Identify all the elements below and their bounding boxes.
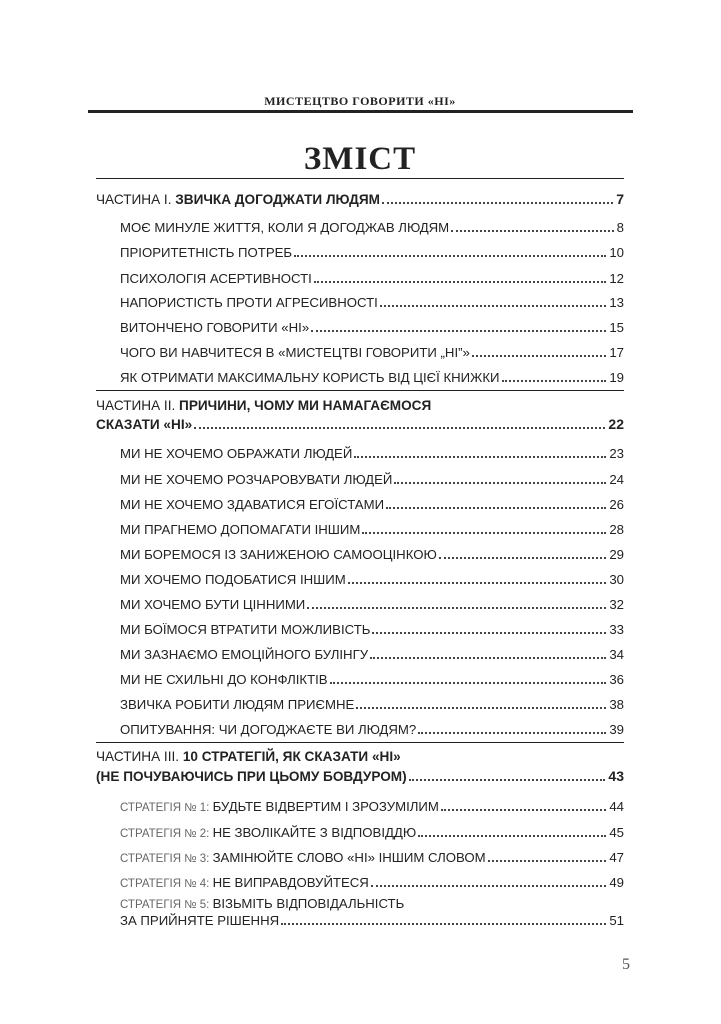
toc-entry[interactable] xyxy=(120,492,624,512)
toc-page-number: 28 xyxy=(609,522,624,537)
toc-part-entry[interactable] xyxy=(96,410,624,432)
toc-entry-title: ПРІОРИТЕТНІСТЬ ПОТРЕБ xyxy=(120,245,293,260)
toc-page-number: 19 xyxy=(609,370,624,385)
dot-leader xyxy=(451,229,614,232)
running-header: МИСТЕЦТВО ГОВОРИТИ «НІ» xyxy=(264,94,456,108)
toc-entry-title: МИ НЕ СХИЛЬНІ ДО КОНФЛІКТІВ xyxy=(120,672,328,687)
toc-entry-title: МИ ПРАГНЕМО ДОПОМАГАТИ ІНШИМ xyxy=(120,522,361,537)
toc-part-rule xyxy=(96,742,624,743)
toc-page-number: 38 xyxy=(609,697,624,712)
toc-page-number: 29 xyxy=(609,547,624,562)
toc-entry[interactable] xyxy=(120,517,624,537)
dot-leader xyxy=(362,531,606,534)
toc-page-number: 47 xyxy=(609,850,624,865)
dot-leader xyxy=(314,280,607,283)
toc-page-number: 43 xyxy=(608,768,624,784)
toc-part-rule xyxy=(96,178,624,179)
toc-page-number: 22 xyxy=(608,416,624,432)
toc-entry[interactable] xyxy=(120,315,624,335)
dot-leader xyxy=(386,506,606,509)
toc-entry-title: ЯК ОТРИМАТИ МАКСИМАЛЬНУ КОРИСТЬ ВІД ЦІЄЇ КНИЖКИ xyxy=(120,370,500,385)
toc-page-number: 12 xyxy=(609,271,624,286)
toc-entry-title: ПСИХОЛОГІЯ АСЕРТИВНОСТІ xyxy=(120,271,312,286)
dot-leader xyxy=(380,304,607,307)
toc-page-number: 7 xyxy=(616,191,624,207)
toc-entry-title: ЗВИЧКА РОБИТИ ЛЮДЯМ ПРИЄМНЕ xyxy=(120,697,355,712)
toc-part-label-line1: ЧАСТИНА II. ПРИЧИНИ, ЧОМУ МИ НАМАГАЄМОСЯ xyxy=(96,398,432,413)
toc-entry[interactable] xyxy=(120,542,624,562)
toc-entry-title: ЧОГО ВИ НАВЧИТЕСЯ В «МИСТЕЦТВІ ГОВОРИТИ „НІ”» xyxy=(120,345,470,360)
dot-leader xyxy=(348,581,607,584)
toc-part-rule xyxy=(96,390,624,391)
strategy-number: СТРАТЕГІЯ № 5: xyxy=(120,899,213,911)
toc-entry[interactable] xyxy=(120,340,624,360)
toc-entry-title: МИ НЕ ХОЧЕМО ЗДАВАТИСЯ ЕГОЇСТАМИ xyxy=(120,497,385,512)
dot-leader xyxy=(394,481,606,484)
toc-part-label: ЧАСТИНА I. ЗВИЧКА ДОГОДЖАТИ ЛЮДЯМ xyxy=(96,192,380,207)
toc-entry[interactable] xyxy=(120,215,624,235)
dot-leader xyxy=(307,606,606,609)
toc-entry-title: МИ НЕ ХОЧЕМО ОБРАЖАТИ ЛЮДЕЙ xyxy=(120,446,353,461)
toc-page-number: 44 xyxy=(609,799,624,814)
toc-part-entry[interactable] xyxy=(96,185,624,207)
toc-entry[interactable] xyxy=(120,592,624,612)
toc-entry[interactable] xyxy=(120,365,624,385)
toc-page-number: 17 xyxy=(609,345,624,360)
toc-entry-title: ОПИТУВАННЯ: ЧИ ДОГОДЖАЄТЕ ВИ ЛЮДЯМ? xyxy=(120,722,417,737)
strategy-number: СТРАТЕГІЯ № 1: xyxy=(120,802,213,814)
dot-leader xyxy=(370,656,606,659)
toc-page-number: 34 xyxy=(609,647,624,662)
toc-page-number: 30 xyxy=(609,572,624,587)
toc-entry[interactable] xyxy=(120,441,624,461)
strategy-number: СТРАТЕГІЯ № 2: xyxy=(120,828,213,840)
toc-entry[interactable] xyxy=(120,692,624,712)
toc-entry-title: МИ БОРЕМОСЯ ІЗ ЗАНИЖЕНОЮ САМООЦІНКОЮ xyxy=(120,547,437,562)
toc-entry-line1: СТРАТЕГІЯ № 5: ВІЗЬМІТЬ ВІДПОВІДАЛЬНІСТЬ xyxy=(120,896,405,911)
toc-page-number: 8 xyxy=(616,220,624,235)
toc-page-number: 49 xyxy=(609,875,624,890)
dot-leader xyxy=(472,354,606,357)
page-number: 5 xyxy=(622,956,630,973)
strategy-number: СТРАТЕГІЯ № 4: xyxy=(120,878,213,890)
toc-part-label-line1: ЧАСТИНА III. 10 СТРАТЕГІЙ, ЯК СКАЗАТИ «НІ» xyxy=(96,749,401,764)
toc-entry[interactable] xyxy=(120,642,624,662)
toc-entry-title: ЗА ПРИЙНЯТЕ РІШЕННЯ xyxy=(120,913,280,928)
dot-leader xyxy=(372,631,606,634)
page-title: ЗМІСТ xyxy=(303,141,417,177)
toc-entry-title: ВИТОНЧЕНО ГОВОРИТИ «НІ» xyxy=(120,320,310,335)
toc-entry[interactable] xyxy=(120,820,624,840)
toc-page-number: 51 xyxy=(609,913,624,928)
toc-page-number: 26 xyxy=(609,497,624,512)
toc-page-number: 45 xyxy=(609,825,624,840)
header-rule xyxy=(88,110,633,113)
dot-leader xyxy=(194,426,605,429)
dot-leader xyxy=(371,884,607,887)
toc-page-number: 33 xyxy=(609,622,624,637)
toc-entry-title: СТРАТЕГІЯ № 1: БУДЬТЕ ВІДВЕРТИМ І ЗРОЗУМІЛИМ xyxy=(120,799,439,814)
toc-entry[interactable] xyxy=(120,617,624,637)
toc-entry[interactable] xyxy=(120,667,624,687)
toc-part-label-line2: (НЕ ПОЧУВАЮЧИСЬ ПРИ ЦЬОМУ БОВДУРОМ) xyxy=(96,769,407,784)
toc-page-number: 39 xyxy=(609,722,624,737)
dot-leader xyxy=(502,379,607,382)
toc-page-number: 23 xyxy=(609,446,624,461)
dot-leader xyxy=(281,922,606,925)
toc-part-entry[interactable] xyxy=(96,762,624,784)
toc-entry-title: МИ БОЇМОСЯ ВТРАТИТИ МОЖЛИВІСТЬ xyxy=(120,622,371,637)
toc-part-label-line2: СКАЗАТИ «НІ» xyxy=(96,417,193,432)
dot-leader xyxy=(354,455,606,458)
toc-entry[interactable] xyxy=(120,717,624,737)
toc-entry-title: МИ ХОЧЕМО ПОДОБАТИСЯ ІНШИМ xyxy=(120,572,346,587)
toc-entry-title: МИ ХОЧЕМО БУТИ ЦІННИМИ xyxy=(120,597,306,612)
toc-entry-title: МИ ЗАЗНАЄМО ЕМОЦІЙНОГО БУЛІНГУ xyxy=(120,647,369,662)
toc-entry[interactable] xyxy=(120,845,624,865)
dot-leader xyxy=(418,834,606,837)
dot-leader xyxy=(356,706,606,709)
toc-entry-title: СТРАТЕГІЯ № 2: НЕ ЗВОЛІКАЙТЕ З ВІДПОВІДДЮ xyxy=(120,825,417,840)
dot-leader xyxy=(382,201,613,204)
toc-entry-title: СТРАТЕГІЯ № 3: ЗАМІНЮЙТЕ СЛОВО «НІ» ІНШИМ СЛОВОМ xyxy=(120,850,486,865)
toc-page-number: 24 xyxy=(609,472,624,487)
toc-page-number: 13 xyxy=(609,295,624,310)
toc-page-number: 36 xyxy=(609,672,624,687)
toc-page-number: 15 xyxy=(609,320,624,335)
dot-leader xyxy=(294,254,606,257)
toc-entry[interactable] xyxy=(120,908,624,928)
toc-entry[interactable] xyxy=(120,467,624,487)
dot-leader xyxy=(409,778,606,781)
dot-leader xyxy=(439,556,607,559)
toc-entry-title: МОЄ МИНУЛЕ ЖИТТЯ, КОЛИ Я ДОГОДЖАВ ЛЮДЯМ xyxy=(120,220,450,235)
toc-entry-title: СТРАТЕГІЯ № 4: НЕ ВИПРАВДОВУЙТЕСЯ xyxy=(120,875,369,890)
toc-entry-title: НАПОРИСТІСТЬ ПРОТИ АГРЕСИВНОСТІ xyxy=(120,295,378,310)
toc-entry-title: МИ НЕ ХОЧЕМО РОЗЧАРОВУВАТИ ЛЮДЕЙ xyxy=(120,472,393,487)
dot-leader xyxy=(488,859,607,862)
strategy-number: СТРАТЕГІЯ № 3: xyxy=(120,853,213,865)
toc-entry[interactable] xyxy=(120,240,624,260)
toc-entry[interactable] xyxy=(120,794,624,814)
toc-page-number: 10 xyxy=(609,245,624,260)
dot-leader xyxy=(311,329,606,332)
toc-entry[interactable] xyxy=(120,567,624,587)
dot-leader xyxy=(418,731,606,734)
toc-entry[interactable] xyxy=(120,870,624,890)
dot-leader xyxy=(330,681,607,684)
toc-entry[interactable] xyxy=(120,266,624,286)
toc-page-number: 32 xyxy=(609,597,624,612)
dot-leader xyxy=(441,808,606,811)
toc-entry[interactable] xyxy=(120,290,624,310)
